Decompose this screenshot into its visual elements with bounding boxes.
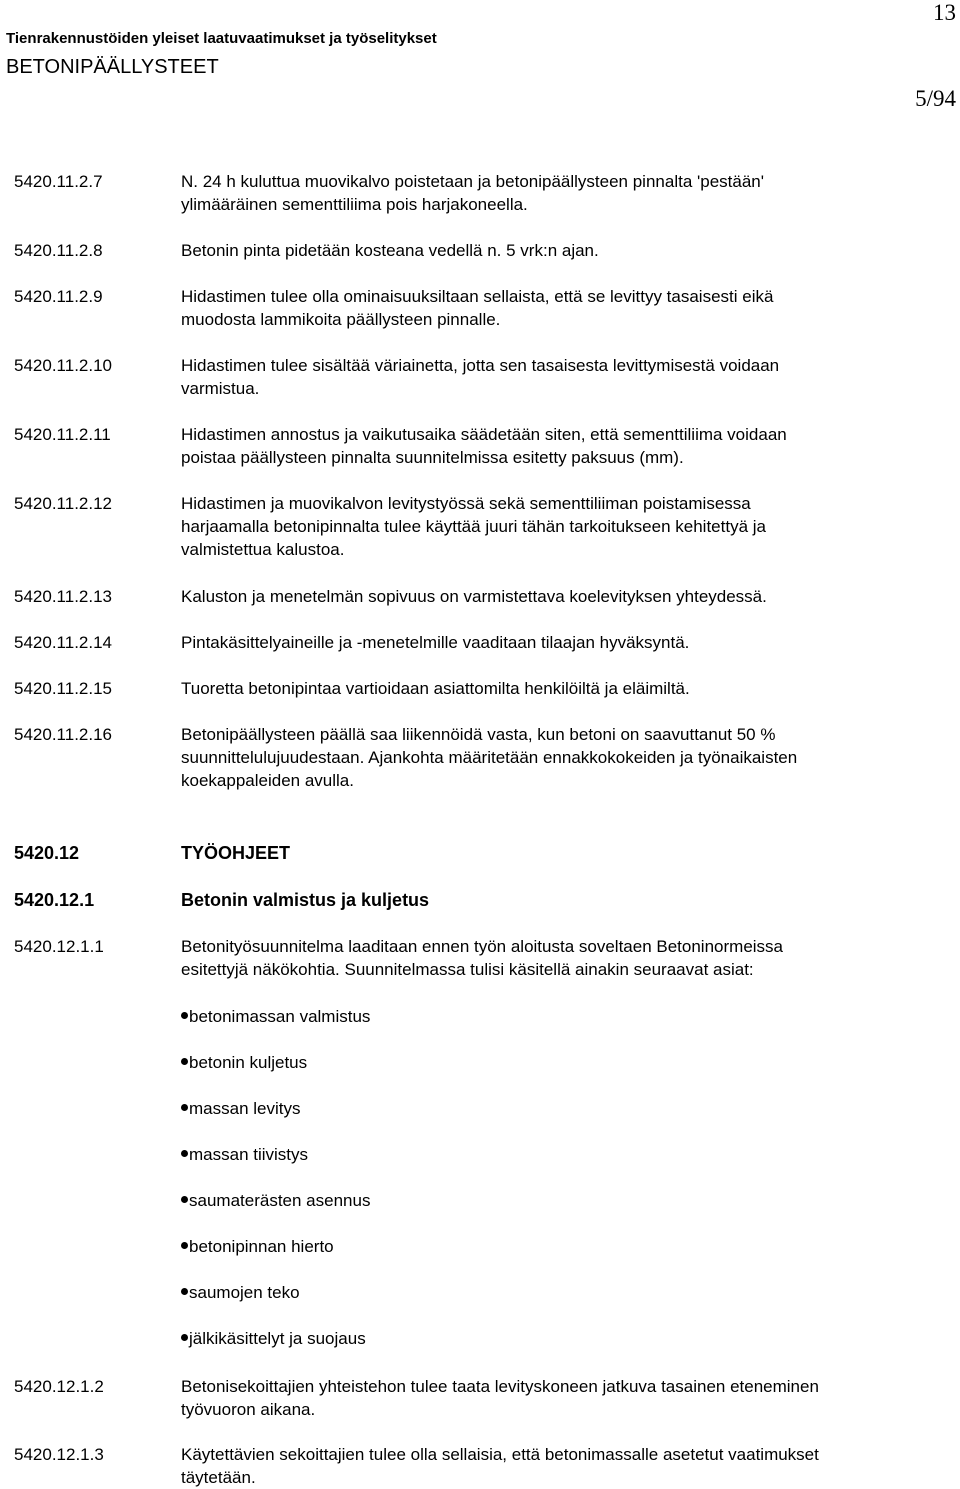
item-text: Kaluston ja menetelmän sopivuus on varmistettava koelevityksen yhteydessä. — [181, 587, 767, 606]
item-text: N. 24 h kuluttua muovikalvo poistetaan ja betonipäällysteen pinnalta 'pestään' ylimääräinen sementtiliima pois harjakoneella. — [181, 172, 764, 214]
item-text: Pintakäsittelyaineille ja -menetelmille vaaditaan tilaajan hyväksyntä. — [181, 633, 690, 652]
section-title: TYÖOHJEET — [181, 843, 291, 863]
bullet-icon — [181, 1058, 188, 1065]
item-text: Käytettävien sekoittajien tulee olla sellaisia, että betonimassalle asetetut vaatimukset täytetään. — [181, 1445, 819, 1487]
bullet-icon — [181, 1150, 188, 1157]
list-item: jälkikäsittelyt ja suojaus — [181, 1327, 366, 1350]
item-text: Hidastimen annostus ja vaikutusaika säädetään siten, että sementtiliima voidaan poistaa päällysteen pinnalta suunnitelmissa esitetty paksuus (mm). — [181, 425, 787, 467]
bullet-icon — [181, 1104, 188, 1111]
list-item: betonipinnan hierto — [181, 1235, 334, 1258]
list-item: saumaterästen asennus — [181, 1189, 370, 1212]
item-text: Betonityösuunnitelma laaditaan ennen työn aloitusta soveltaen Betoninormeissa esitettyjä näkökohtia. Suunnitelmassa tulisi käsitellä ainakin seuraavat asiat: — [181, 937, 784, 979]
document-title: Tienrakennustöiden yleiset laatuvaatimukset ja työselitykset — [6, 30, 437, 47]
item-text: Betonisekoittajien yhteistehon tulee taata levityskoneen jatkuva tasainen eteneminen työvuoron aikana. — [181, 1377, 819, 1419]
item-text: Betonipäällysteen päällä saa liikennöidä vasta, kun betoni on saavuttanut 50 % suunnittelulujuudestaan. Ajankohta määritetään ennakkokokeiden ja työnaikaisten koekappaleiden avulla. — [181, 725, 798, 790]
bullet-icon — [181, 1334, 188, 1341]
subsection-title: Betonin valmistus ja kuljetus — [181, 890, 430, 910]
item-number: 5420.11.2.11 — [14, 425, 111, 444]
item-text: Tuoretta betonipintaa vartioidaan asiattomilta henkilöiltä ja eläimiltä. — [181, 679, 690, 698]
item-number: 5420.11.2.9 — [14, 287, 103, 306]
bullet-icon — [181, 1196, 188, 1203]
bullet-icon — [181, 1242, 188, 1249]
list-item: betonimassan valmistus — [181, 1005, 370, 1028]
subsection-number: 5420.12.1 — [14, 890, 95, 910]
item-number: 5420.11.2.15 — [14, 679, 112, 698]
list-item: massan tiivistys — [181, 1143, 308, 1166]
bullet-icon — [181, 1288, 188, 1295]
list-item: saumojen teko — [181, 1281, 300, 1304]
item-text: Hidastimen tulee sisältää väriainetta, jotta sen tasaisesta levittymisestä voidaan varmistua. — [181, 356, 780, 398]
list-item: massan levitys — [181, 1097, 300, 1120]
item-number: 5420.11.2.16 — [14, 725, 112, 744]
item-text: Hidastimen tulee olla ominaisuuksiltaan sellaista, että se levittyy tasaisesti eikä muodosta lammikoita päällysteen pinnalle. — [181, 287, 774, 329]
item-number: 5420.12.1.2 — [14, 1377, 104, 1396]
item-number: 5420.11.2.8 — [14, 241, 103, 260]
item-number: 5420.11.2.12 — [14, 494, 112, 513]
item-number: 5420.11.2.10 — [14, 356, 112, 375]
page-ratio: 5/94 — [915, 86, 956, 111]
item-number: 5420.11.2.14 — [14, 633, 112, 652]
item-text: Hidastimen ja muovikalvon levitystyössä sekä sementtiliiman poistamisessa harjaamalla betonipinnalta tulee käyttää juuri tähän tarkoitukseen kehitettyä ja valmistettua kalustoa. — [181, 494, 766, 559]
item-number: 5420.11.2.7 — [14, 172, 103, 191]
page-number: 13 — [933, 0, 956, 25]
item-number: 5420.12.1.1 — [14, 937, 104, 956]
item-text: Betonin pinta pidetään kosteana vedellä n. 5 vrk:n ajan. — [181, 241, 599, 260]
list-item: betonin kuljetus — [181, 1051, 307, 1074]
bullet-icon — [181, 1012, 188, 1019]
section-number: 5420.12 — [14, 843, 80, 863]
item-number: 5420.11.2.13 — [14, 587, 112, 606]
item-number: 5420.12.1.3 — [14, 1445, 104, 1464]
document-subtitle: BETONIPÄÄLLYSTEET — [6, 56, 219, 78]
